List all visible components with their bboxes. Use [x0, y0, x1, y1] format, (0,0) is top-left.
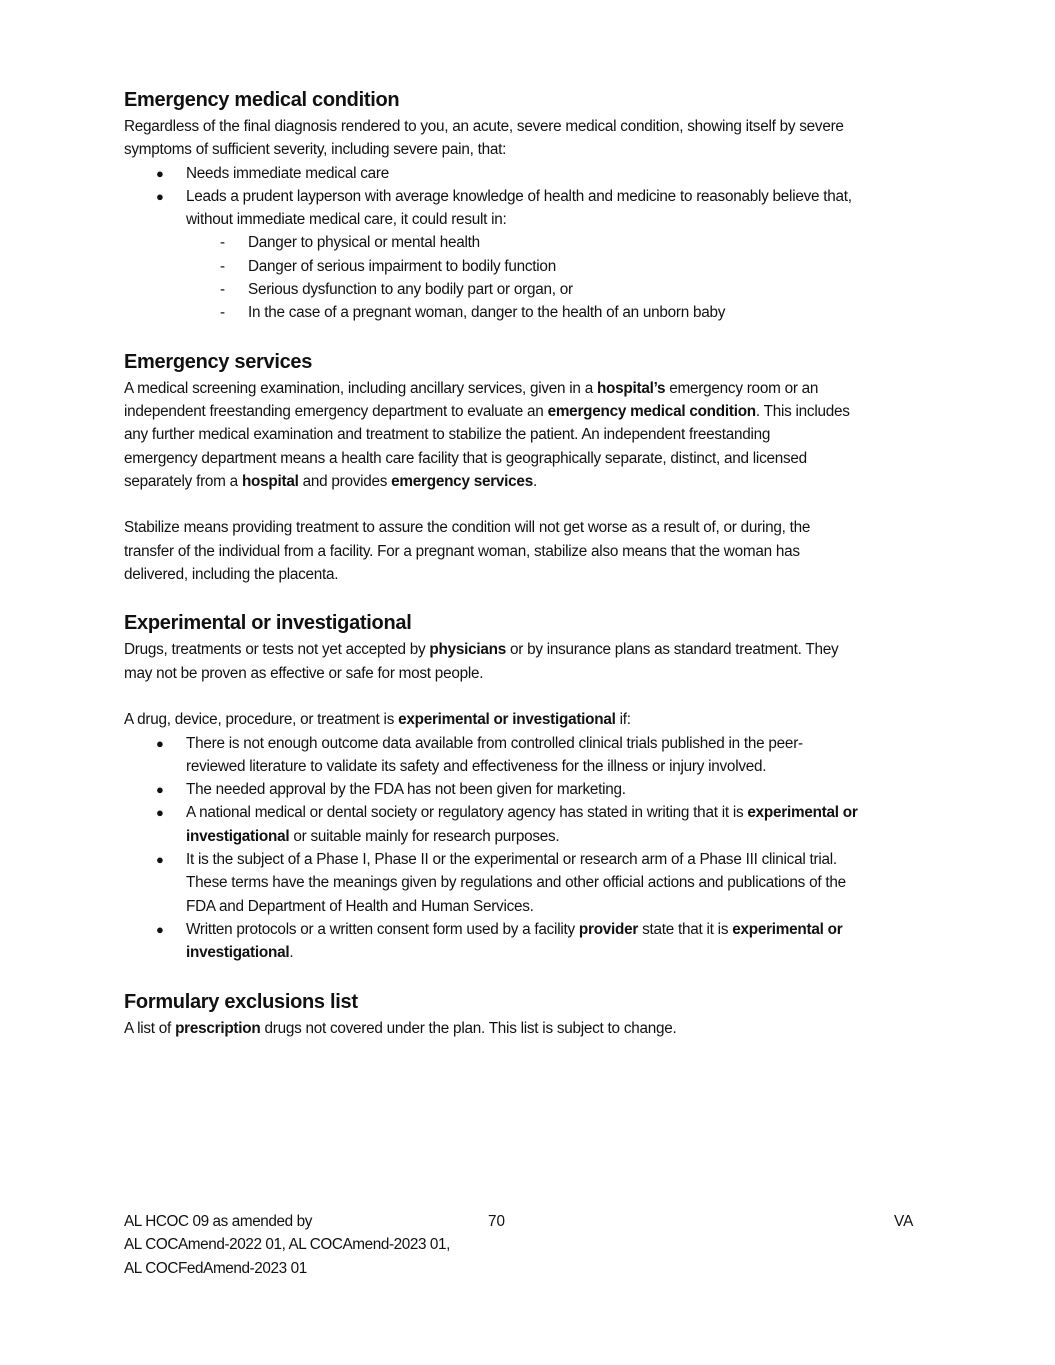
paragraph-line	[124, 662, 1004, 685]
bold-term: physicians	[429, 641, 506, 659]
dash-icon: -	[220, 281, 225, 299]
text-run: There is not enough outcome data available from controlled clinical trials published in the peer-	[186, 734, 803, 752]
paragraph-line	[124, 138, 1004, 161]
bold-term: experimental or investigational	[398, 711, 616, 729]
paragraph-line	[124, 377, 1004, 400]
text-run: In the case of a pregnant woman, danger to the health of an unborn baby	[248, 304, 726, 322]
paragraph-line	[124, 470, 1004, 493]
text-run: delivered, including the placenta.	[124, 566, 339, 584]
text-run: any further medical examination and treatment to stabilize the patient. An independent freestanding	[124, 426, 771, 444]
list-item-line	[124, 185, 1004, 208]
list-item-line	[124, 918, 1004, 941]
bold-term: hospital’s	[596, 379, 666, 397]
text-run: A drug, device, procedure, or treatment is	[124, 711, 399, 729]
text-run: Leads a prudent layperson with average knowledge of health and medicine to reasonably believe that,	[186, 187, 852, 205]
list-item-line	[124, 941, 1004, 964]
page-number: 70	[488, 1213, 506, 1230]
text-run: A list of	[124, 1019, 176, 1037]
paragraph-line	[124, 423, 1004, 446]
paragraph-line	[124, 516, 1004, 539]
text-run: Regardless of the final diagnosis rendered to you, an acute, severe medical condition, showing itself by severe	[124, 118, 844, 135]
section	[124, 987, 1004, 1040]
text-run: These terms have the meanings given by regulations and other official actions and publications of the	[186, 874, 846, 892]
paragraph-line	[124, 447, 1004, 470]
section	[124, 347, 1004, 587]
text-run: Written protocols or a written consent form used by a facility	[186, 920, 579, 938]
text-run: Drugs, treatments or tests not yet accepted by	[124, 641, 430, 659]
paragraph-line	[124, 115, 1004, 138]
document-body	[124, 85, 1004, 1062]
bold-term: experimental or	[732, 920, 843, 938]
text-run: Danger of serious impairment to bodily function	[248, 257, 556, 275]
text-run: .	[532, 472, 537, 490]
footer-right: VA	[894, 1213, 914, 1230]
text-run: without immediate medical care, it could result in:	[186, 211, 507, 229]
list-item-line	[124, 848, 1004, 871]
text-run: may not be proven as effective or safe for most people.	[124, 664, 484, 682]
text-run: FDA and Department of Health and Human Services.	[186, 897, 534, 915]
bold-term: hospital	[241, 472, 299, 490]
bullet-icon: ●	[156, 735, 164, 751]
paragraph-line	[124, 708, 1004, 731]
bullet-icon: ●	[156, 165, 164, 181]
text-run: A national medical or dental society or regulatory agency has stated in writing that it is	[186, 804, 748, 822]
text-run: drugs not covered under the plan. This list is subject to change.	[260, 1019, 677, 1037]
text-run: or by insurance plans as standard treatment. They	[505, 641, 839, 659]
list-item-line	[124, 208, 1004, 231]
bullet-icon: ●	[156, 188, 164, 204]
list-item-line	[124, 162, 1004, 185]
text-run: Danger to physical or mental health	[248, 234, 480, 252]
dash-icon: -	[220, 234, 225, 252]
dash-icon: -	[220, 257, 225, 275]
section-heading: Formulary exclusions list	[124, 990, 358, 1013]
bold-term: prescription	[175, 1019, 261, 1037]
text-run: separately from a	[124, 472, 242, 490]
blank-line	[124, 493, 1004, 516]
text-run: or suitable mainly for research purposes.	[289, 827, 560, 845]
list-item-line	[124, 871, 1004, 894]
list-item-line	[124, 231, 1004, 254]
list-item-line	[124, 778, 1004, 801]
text-run: A medical screening examination, including ancillary services, given in a	[124, 379, 597, 397]
text-run: transfer of the individual from a facility. For a pregnant woman, stabilize also means that the woman has	[124, 542, 800, 560]
text-run: .	[289, 944, 294, 962]
text-run: It is the subject of a Phase I, Phase II or the experimental or research arm of a Phase III clinical trial.	[186, 851, 837, 869]
text-run: The needed approval by the FDA has not been given for marketing.	[186, 781, 626, 799]
bold-term: experimental or	[747, 804, 858, 822]
bullet-icon: ●	[156, 852, 164, 868]
blank-line	[124, 685, 1004, 708]
text-run: state that it is	[638, 920, 733, 938]
text-run: reviewed literature to validate its safety and effectiveness for the illness or injury involved.	[186, 757, 767, 775]
list-item-line	[124, 301, 1004, 324]
footer-line: AL COCAmend-2022 01, AL COCAmend-2023 01,	[124, 1236, 450, 1254]
section-heading: Emergency services	[124, 350, 313, 373]
bold-term: provider	[578, 920, 639, 938]
bullet-icon: ●	[156, 782, 164, 798]
footer-line: AL HCOC 09 as amended by	[124, 1213, 312, 1230]
text-run: Stabilize means providing treatment to assure the condition will not get worse as a result of, or during, the	[124, 519, 811, 537]
paragraph-line	[124, 563, 1004, 586]
text-run: independent freestanding emergency department to evaluate an	[124, 402, 548, 420]
paragraph-line	[124, 540, 1004, 563]
bullet-icon: ●	[156, 921, 164, 937]
section	[124, 85, 1004, 325]
dash-icon: -	[220, 304, 225, 322]
bullet-icon: ●	[156, 805, 164, 821]
bold-term: emergency medical condition	[547, 402, 756, 420]
bold-term: investigational	[186, 827, 290, 845]
paragraph-line	[124, 400, 1004, 423]
paragraph-line	[124, 1017, 1004, 1040]
list-item-line	[124, 732, 1004, 755]
footer-left	[124, 1210, 450, 1280]
list-item-line	[124, 278, 1004, 301]
list-item-line	[124, 755, 1004, 778]
section-heading: Experimental or investigational	[124, 612, 412, 635]
text-run: symptoms of sufficient severity, including severe pain, that:	[124, 141, 507, 159]
bold-term: investigational	[186, 944, 290, 962]
text-run: Serious dysfunction to any bodily part or organ, or	[248, 281, 573, 299]
list-item-line	[124, 895, 1004, 918]
text-run: . This includes	[755, 402, 850, 420]
text-run: and provides	[298, 472, 392, 490]
list-item-line	[124, 801, 1004, 824]
footer-line: AL COCFedAmend-2023 01	[124, 1259, 307, 1277]
list-item-line	[124, 825, 1004, 848]
text-run: if:	[615, 711, 631, 729]
text-run: emergency department means a health care facility that is geographically separate, distinct, and licensed	[124, 449, 807, 467]
paragraph-line	[124, 638, 1004, 661]
text-run: emergency room or an	[665, 379, 819, 397]
list-item-line	[124, 255, 1004, 278]
section	[124, 608, 1004, 964]
bold-term: emergency services	[391, 472, 533, 490]
text-run: Needs immediate medical care	[186, 164, 389, 182]
section-heading: Emergency medical condition	[124, 89, 400, 111]
